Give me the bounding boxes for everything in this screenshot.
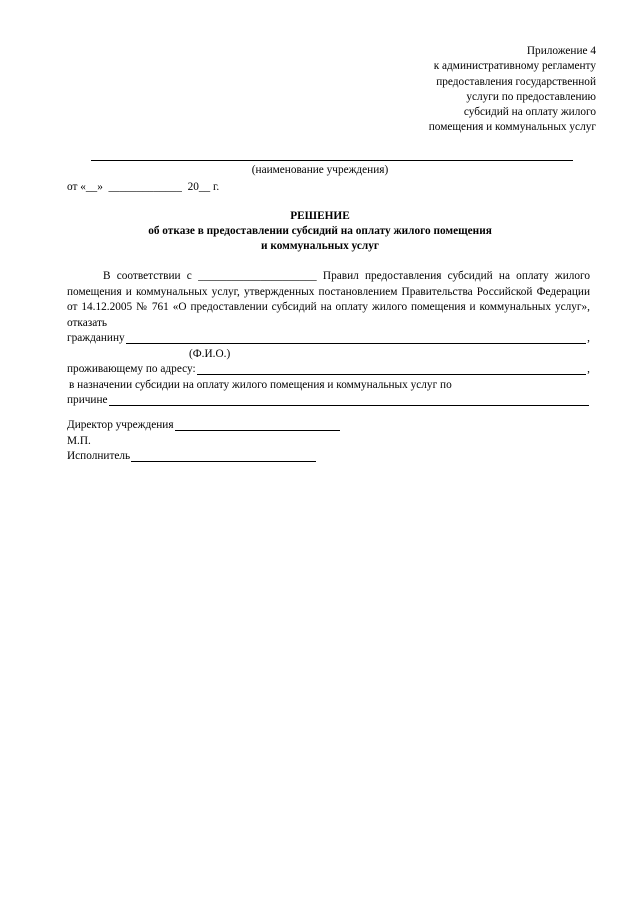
executor-row	[67, 449, 317, 465]
director-row	[67, 418, 341, 434]
signature-block	[67, 418, 341, 465]
address-row: проживающему по адресу: ,	[67, 362, 590, 378]
citizen-row: гражданину ,	[67, 331, 590, 347]
annex-line: субсидий на оплату жилого	[463, 106, 596, 119]
citizen-name-field[interactable]	[126, 332, 587, 344]
executor-label: Исполнитель	[67, 450, 131, 462]
para-rest: Правил предоставления субсидий на оплату жилого помещения и коммунальных услуг, утвержденных постановлением Правительства Российской Федерации от 14.12.2005 № 761 «О предоставлении субсидий на оплату жилого помещения и коммунальных услуг», отказать	[67, 270, 591, 329]
legal-basis-field[interactable]: _____________________	[198, 270, 317, 282]
citizen-label: гражданину	[67, 332, 125, 344]
para-start: В соответствии с	[103, 270, 192, 282]
date-prefix: от «__»	[67, 181, 103, 193]
address-label: проживающему по адресу:	[67, 363, 196, 375]
title-line: об отказе в предоставлении субсидий на оплату жилого помещения	[148, 225, 492, 237]
assignment-text: в назначении субсидии на оплату жилого помещения и коммунальных услуг по	[69, 378, 452, 391]
reason-field[interactable]	[109, 394, 589, 406]
stamp-label: М.П.	[67, 434, 91, 447]
annex-header	[336, 44, 596, 136]
annex-line: к административному регламенту	[433, 60, 596, 73]
date-year: 20__ г.	[187, 181, 220, 193]
organization-name-field[interactable]	[91, 160, 573, 161]
annex-line: услуги по предоставлению	[466, 90, 596, 103]
document-title	[0, 209, 640, 254]
reason-row	[67, 393, 590, 409]
director-label: Директор учреждения	[67, 419, 174, 431]
annex-line: помещения и коммунальных услуг	[428, 121, 596, 134]
reason-label: причине	[67, 394, 108, 406]
title-line: и коммунальных услуг	[261, 240, 379, 252]
main-paragraph	[67, 269, 590, 331]
executor-signature-field[interactable]	[131, 450, 316, 462]
annex-line: Приложение 4	[526, 45, 596, 57]
fio-caption: (Ф.И.О.)	[189, 347, 231, 360]
organization-caption: (наименование учреждения)	[251, 164, 389, 176]
date-line	[67, 181, 219, 193]
director-signature-field[interactable]	[175, 419, 340, 431]
title-line: РЕШЕНИЕ	[290, 210, 350, 222]
address-field[interactable]	[197, 363, 587, 375]
decision-body	[67, 269, 590, 409]
date-month-field[interactable]: _____________	[108, 181, 182, 193]
annex-line: предоставления государственной	[436, 75, 596, 88]
